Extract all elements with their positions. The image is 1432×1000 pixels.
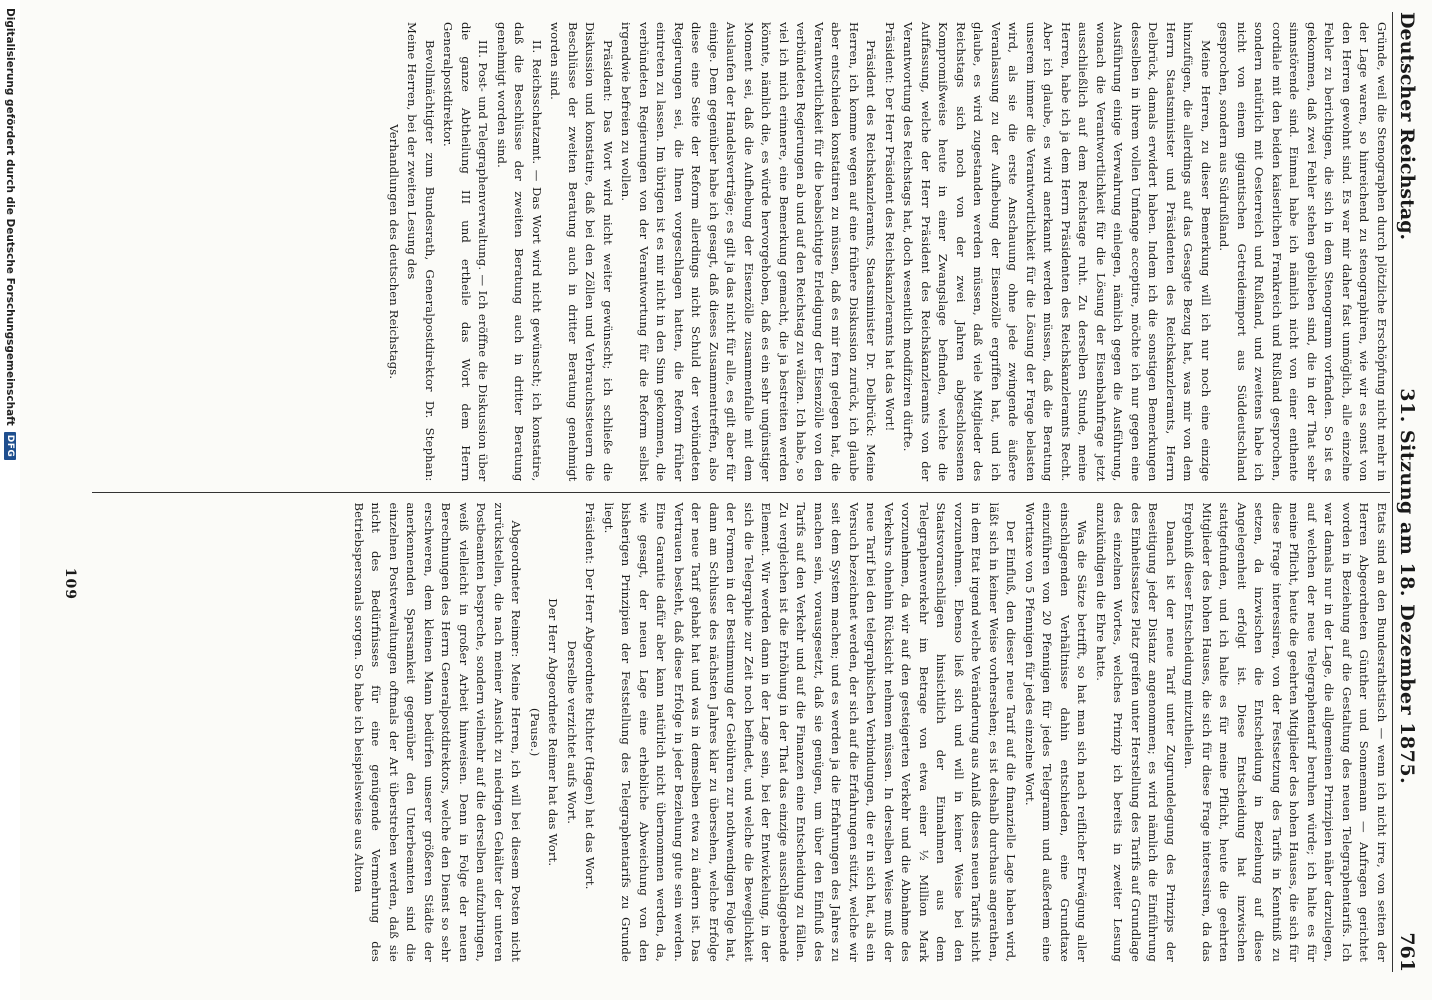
column-left: [92, 12, 1392, 492]
paragraph: Etats sind an den Bundesrathstisch — wenn ich nicht irre, von seiten der Herren Abgeordneten Günther und Sonnemann — Anfragen gerichtet worden in Beziehung auf die Gestaltung des neuen Telegraphentarifs. Ich war damals nur in der Lage, die allgemeinen Prinzipien näher darzulegen, auf welchen der neue Telegraphentarif beruhen würde; ich halte es für meine Pflicht, heute die geehrten Mitglieder des hohen Hauses, die sich für diese Frage interessiren, von der Festsetzung des Tarifs in Kenntniß zu setzen, da inzwischen die Entscheidung in Beziehung auf diese Angelegenheit erfolgt ist. Diese Entscheidung hat inzwischen stattgefunden, und ich halte es für meine Pflicht, heute die geehrten Mitglieder des hohen Hauses, die sich für diese Frage interessiren, da das Ergebniß dieser Entscheidung mitzutheilen.: [1182, 502, 1389, 962]
dfg-logo-icon: DFG: [4, 432, 16, 461]
header-page-number: 761: [1396, 932, 1418, 972]
paragraph: Der Herr Abgeordnete Reimer hat das Wort.: [546, 598, 561, 867]
footer-page-number: 109: [62, 567, 78, 600]
digitization-credit: [0, 0, 20, 1000]
page-header: [1392, 12, 1418, 972]
paragraph: Abgeordneter Reimer: Meine Herren, ich will bei diesem Posten nicht zurückstellen, die nach meiner Ansicht zu niedrigen Gehälter der unteren Postbeamten bespreche, sondern vielmehr auf die derselben aufzubringen, weiß vielleicht in großer Arbeit hinweisen. Denn in Folge der neuen Berechnungen des Herrn Generalpostdirektors, welche den Dienst so sehr erschweren, dem kleinen Mann bedürfen unserer größeren Städte der anerkennenden Sparsamkeit gegenüber den Unterbeamten sind die einzelnen Postverwaltungen oftmals der Art überstreben werden, daß sie nicht des Bedürfnisses für eine genügende Vermehrung des Betriebspersonals sorgen. So habe ich beispielsweise aus Altona: [352, 502, 524, 962]
paragraph: Danach ist der neue Tarif unter Zugrundelegung des Prinzips der Beseitigung jeder Distanz angenommen; es wird nämlich die Einführung des Einheitssatzes Platz greifen unter Herstellung des Tarifs auf Grundlage des einzelnen Wortes, welches Prinzip ich bereits in zweiter Lesung anzukündigen die Ehre hatte.: [1094, 502, 1178, 962]
header-left: Deutscher Reichstag.: [1396, 12, 1418, 241]
paragraph: III. Post- und Telegraphenverwaltung. — Ich eröffne die Diskussion über die ganze Abtheilung III und ertheile das Wort dem Herrn Generalpostdirektor.: [441, 22, 491, 482]
paragraph: Präsident: Das Wort wird nicht weiter gewünscht; ich schließe die Diskussion und konstatire, daß bei den Zöllen und Verbrauchssteuern die Beschlüsse der zweiten Beratung auch in dritter Beratung genehmigt worden sind.: [548, 22, 615, 482]
text-columns: [92, 12, 1392, 972]
paragraph: Derselbe verzichtet aufs Wort.: [565, 640, 579, 825]
paragraph: Präsident: Der Herr Abgeordnete Richter (Hagen) hat das Wort.: [583, 502, 598, 890]
column-right: [92, 493, 1392, 973]
paragraph: Verhandlungen des deutschen Reichstags.: [387, 124, 401, 380]
paragraph: Präsident des Reichskanzleramts, Staatsminister Dr. Delbrück: Meine Herren, ich komme wegen auf eine frühere Diskussion zurück, ich glaube aber entschieden konstatiren zu müssen, daß es mir fern gelegen hat, die Verantwortlichkeit für die beabsichtigte Erledigung der Eisenzölle von den verbündeten Regierungen ab und auf den Reichstag zu wälzen. Ich habe, so viel ich mich erinnere, eine Bemerkung gemacht, die ja bestreiten werden könnte, nämlich die, es würde hervorgehoben, daß es ein sehr ungünstiger Moment sei, daß die Aufhebung der Eisenzölle zusammenfalle mit dem Auslaufen der Handelsverträge; es gilt ja das nicht für alle, es gilt aber für einige. Dem gegenüber habe ich gesagt, daß dieses Zusammentreffen, also diese eine Seite der Reform allerdings nicht Schuld der verbündeten Regierungen sei, die Ihnen vorgeschlagen hatten, die Reform früher eintreten zu lassen. Im übrigen ist es mir nicht in den Sinn gekommen, die verbündeten Regierungen von der Verantwortung für die Reform selbst irgendwie befreien zu wollen.: [619, 22, 879, 482]
paragraph: Was die Sätze betrifft, so hat man sich nach reiflicher Erwägung aller einschlagenden Verhältnisse dahin entschieden, eine Grundtaxe einzuführen von 20 Pfennigen für jedes Telegramm und außerdem eine Worttaxe von 5 Pfennigen für jedes einzelne Wort.: [1023, 502, 1090, 962]
paragraph: Gründe, weil die Stenographen durch plötzliche Erschöpfung nicht mehr in der Lage waren, so hinreichend zu stenographiren, wie wir es sonst von den Herren gewohnt sind. Es war mir daher fast unmöglich, alle einzelne Fehler zu berichtigen, die sich in dem Stenogramm vorfanden. So ist es gekommen, daß zwei Fehler stehen geblieben sind, die in der That sehr sinnstörende sind. Einmal habe ich nämlich nicht von einer enthente cordiale mit den beiden kaiserlichen Frankreich und Rußland gesprochen, sondern natürlich mit Oesterreich und Rußland, und zweitens habe ich nicht von einem gigantischen Getreideimport aus Süddeutschland gesprochen, sondern aus Südrußland.: [1217, 22, 1389, 482]
paragraph: (Pause.): [528, 708, 542, 757]
paragraph: Präsident: Der Herr Präsident des Reichskanzleramts hat das Wort!: [883, 22, 897, 432]
paragraph: Bevollmächtigter zum Bundesrath, Generalpostdirektor Dr. Stephan: Meine Herren, bei der zweiten Lesung des: [405, 22, 437, 482]
header-session-title: 31. Sitzung am 18. Dezember 1875.: [1396, 388, 1418, 785]
paragraph: Meine Herren, zu dieser Bemerkung will ich nur noch eine einzige hinzufügen, die allerdings auf das Gesagte Bezug hat, was mir von dem Herrn Staatsminister und Präsidenten des Reichskanzleramts, Herrn Delbrück, damals erwidert haben. Indem ich die sonstigen Bemerkungen desselben in ihrem vollen Umfange acceptire, möchte ich nur gegen eine Ausführung einige Verwahrung einlegen, nämlich gegen die Ausführung, wonach die Verantwortlichkeit für die Lösung der Eisenbahnfrage jetzt ausschließlich auf dem Reichstage ruht. Zu derselben Stunde, meine Herren, habe ich ja dem Herrn Präsidenten des Reichskanzleramts Recht. Aber ich glaube, es wird anerkannt werden müssen, daß die Beratung unserem immer die Verantwortlichkeit für die Lösung der Frage belasten wird, als sie die erste Anschauung ohne jede zwingende äußere Veranlassung zu der Aufhebung der Eisenzölle ergriffen hat, und ich glaube, es wird zugestanden werden müssen, daß viele Mitglieder des Reichstags sich noch von der zwei Jahren abgeschlossenen Kompromißweise heute in einer Zwangslage befinden, welche die Auffassung, welche der Herr Präsident des Reichskanzleramts von der Verantwortung des Reichstags hat, doch wesentlich modifiziren dürfte.: [901, 22, 1213, 482]
paragraph: II. Reichsschatzamt. — Das Wort wird nicht gewünscht; ich konstatire, daß die Beschlüsse der zweiten Beratung auch in dritter Beratung genehmigt worden sind.: [495, 22, 544, 482]
credit-text: Digitalisierung gefördert durch die Deutsche Forschungsgemeinschaft: [4, 8, 16, 426]
paragraph: Der Einfluß, den dieser neue Tarif auf die finanzielle Lage haben wird, läßt sich in keiner Weise vorhersehen; es ist deshalb durchaus angerathen, in dem Etat irgend welche Veränderung aus Anlaß dieses neuen Tarifs nicht vorzunehmen. Ebenso ließ sich und will in keiner Weise bei den Staatsvoranschlägen hinsichtlich der Einnahmen aus dem Telegraphenverkehr im Betrage von etwa einer ½ Million Mark vorzunehmen, da wir auf den gesteigerten Verkehr und die Abnahme des Verkehrs ohnehin Rücksicht nehmen müssen. In derselben Weise muß der neue Tarif bei den telegraphischen Verbindungen, die er in sich hat, als ein Versuch bezeichnet werden, der sich auf die Erfahrungen stützt, welche wir seit dem System machen; und es werden ja die Erfahrungen des Jahres zu machen sein, vorausgesetzt, daß sie genügen, um über den Einfluß des Tarifs auf den Verkehr und auf die Finanzen eine Entscheidung zu fällen. Zu vergleichen ist die Erhöhung in der That das einzige ausschlaggebende Element. Wir werden dann in der Lage sein, bei der Entwickelung, in der sich die Telegraphie zur Zeit noch befindet, und welche die Beweglichkeit der Formen in der Bestimmung der Gebühren zur nothwendigen Folge hat, dann am Schlusse des nächsten Jahres klar zu übersehen, welche Erfolge der neue Tarif gehabt hat und was in demselben etwa zu ändern ist. Das Vertrauen besteht, daß diese Erfolge in jeder Beziehung gute sein werden. Eine Garantie dafür aber kann natürlich nicht übernommen werden, da, wie gesagt, der neuen Lage eine erhebliche Abweichung von den bisherigen Prinzipien der Feststellung des Telegraphentarifs zu Grunde liegt.: [602, 502, 1019, 962]
